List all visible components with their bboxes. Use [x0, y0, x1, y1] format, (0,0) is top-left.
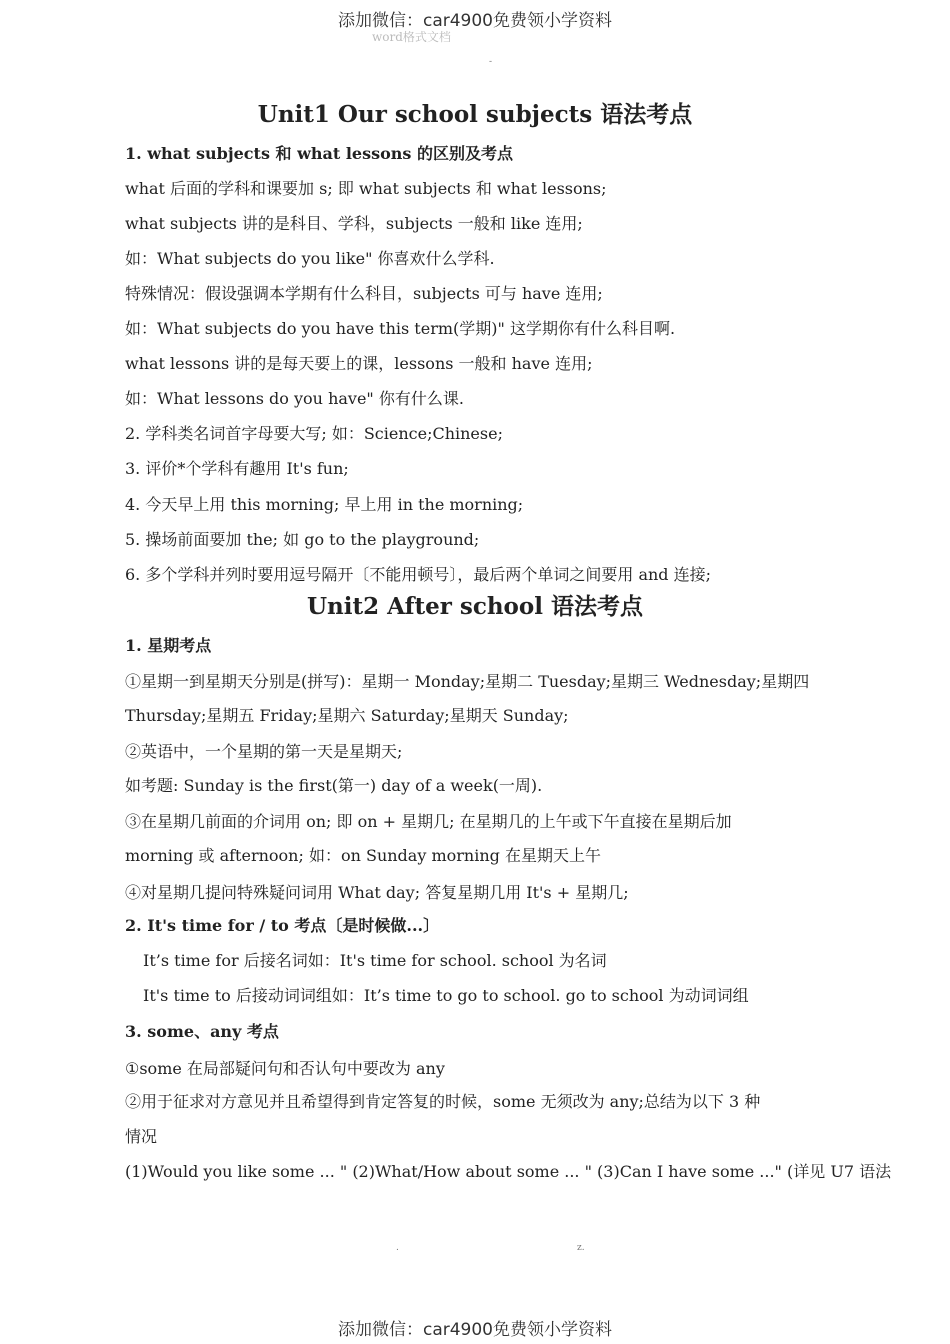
footer-left-mark: . [396, 1243, 399, 1253]
unit2-line: ③在星期几前面的介词用 on; 即 on + 星期几; 在星期几的上午或下午直接在星期后加 [125, 812, 732, 831]
header-faint-text: word格式文档 [372, 30, 451, 44]
footer-right-mark: z. [577, 1243, 585, 1253]
unit2-line: ④对星期几提问特殊疑问词用 What day; 答复星期几用 It's + 星期几; [125, 883, 629, 902]
unit1-line: 3. 评价*个学科有趣用 It's fun; [125, 459, 349, 478]
unit1-title: Unit1 Our school subjects 语法考点 [257, 101, 693, 128]
unit1-line: 5. 操场前面要加 the; 如 go to the playground; [125, 530, 480, 549]
unit1-line: 如：What lessons do you have" 你有什么课. [125, 389, 464, 408]
unit2-line: ②用于征求对方意见并且希望得到肯定答复的时候，some 无须改为 any;总结为以下 3 种 [125, 1092, 761, 1111]
unit1-line: 6. 多个学科并列时要用逗号隔开〔不能用顿号〕，最后两个单词之间要用 and 连接; [125, 565, 712, 584]
unit1-line: 2. 学科类名词首字母要大写; 如：Science;Chinese; [125, 424, 503, 443]
unit1-line: what subjects 讲的是科目、学科，subjects 一般和 like 连用; [125, 214, 583, 233]
unit2-line: 情况 [125, 1127, 158, 1146]
unit2-line: (1)Would you like some ... " (2)What/How about some ... " (3)Can I have some ..." (详见 U7 语法 [125, 1162, 892, 1181]
unit2-line: It’s time for 后接名词如：It's time for school. school 为名词 [143, 951, 607, 970]
unit2-line: 1. 星期考点 [125, 636, 212, 655]
unit2-line: 2. It's time for / to 考点〔是时候做...〕 [125, 916, 440, 935]
watermark-bottom: 添加微信：car4900免费领小学资料 [337, 1320, 613, 1340]
unit1-line: 如：What subjects do you have this term(学期)" 这学期你有什么科目啊. [125, 319, 676, 338]
unit1-line: what lessons 讲的是每天要上的课，lessons 一般和 have 连用; [125, 354, 593, 373]
unit2-line: ②英语中，一个星期的第一天是星期天; [125, 742, 403, 761]
watermark-top: 添加微信：car4900免费领小学资料 [337, 11, 613, 31]
unit2-line: ①some 在局部疑问句和否认句中要改为 any [125, 1059, 445, 1078]
unit2-line: ①星期一到星期天分别是(拼写)：星期一 Monday;星期二 Tuesday;星期三 Wednesday;星期四 [125, 672, 810, 691]
unit1-line: 4. 今天早上用 this morning; 早上用 in the morning; [125, 495, 524, 514]
unit1-line: what 后面的学科和课要加 s; 即 what subjects 和 what lessons; [125, 179, 607, 198]
unit2-line: morning 或 afternoon; 如：on Sunday morning 在星期天上午 [125, 846, 601, 865]
unit1-line: 特殊情况：假设强调本学期有什么科目，subjects 可与 have 连用; [125, 284, 603, 303]
unit2-line: Thursday;星期五 Friday;星期六 Saturday;星期天 Sunday; [125, 706, 569, 725]
unit2-line: It's time to 后接动词词组如：It’s time to go to school. go to school 为动词词组 [143, 986, 749, 1005]
unit1-line: 如：What subjects do you like" 你喜欢什么学科. [125, 249, 495, 268]
unit2-title: Unit2 After school 语法考点 [307, 593, 643, 620]
unit1-line: 1. what subjects 和 what lessons 的区别及考点 [125, 144, 513, 163]
unit2-line: 如考题: Sunday is the first(第一) day of a week(一周). [125, 776, 543, 795]
header-dash: - [489, 57, 493, 67]
unit2-line: 3. some、any 考点 [125, 1022, 279, 1041]
